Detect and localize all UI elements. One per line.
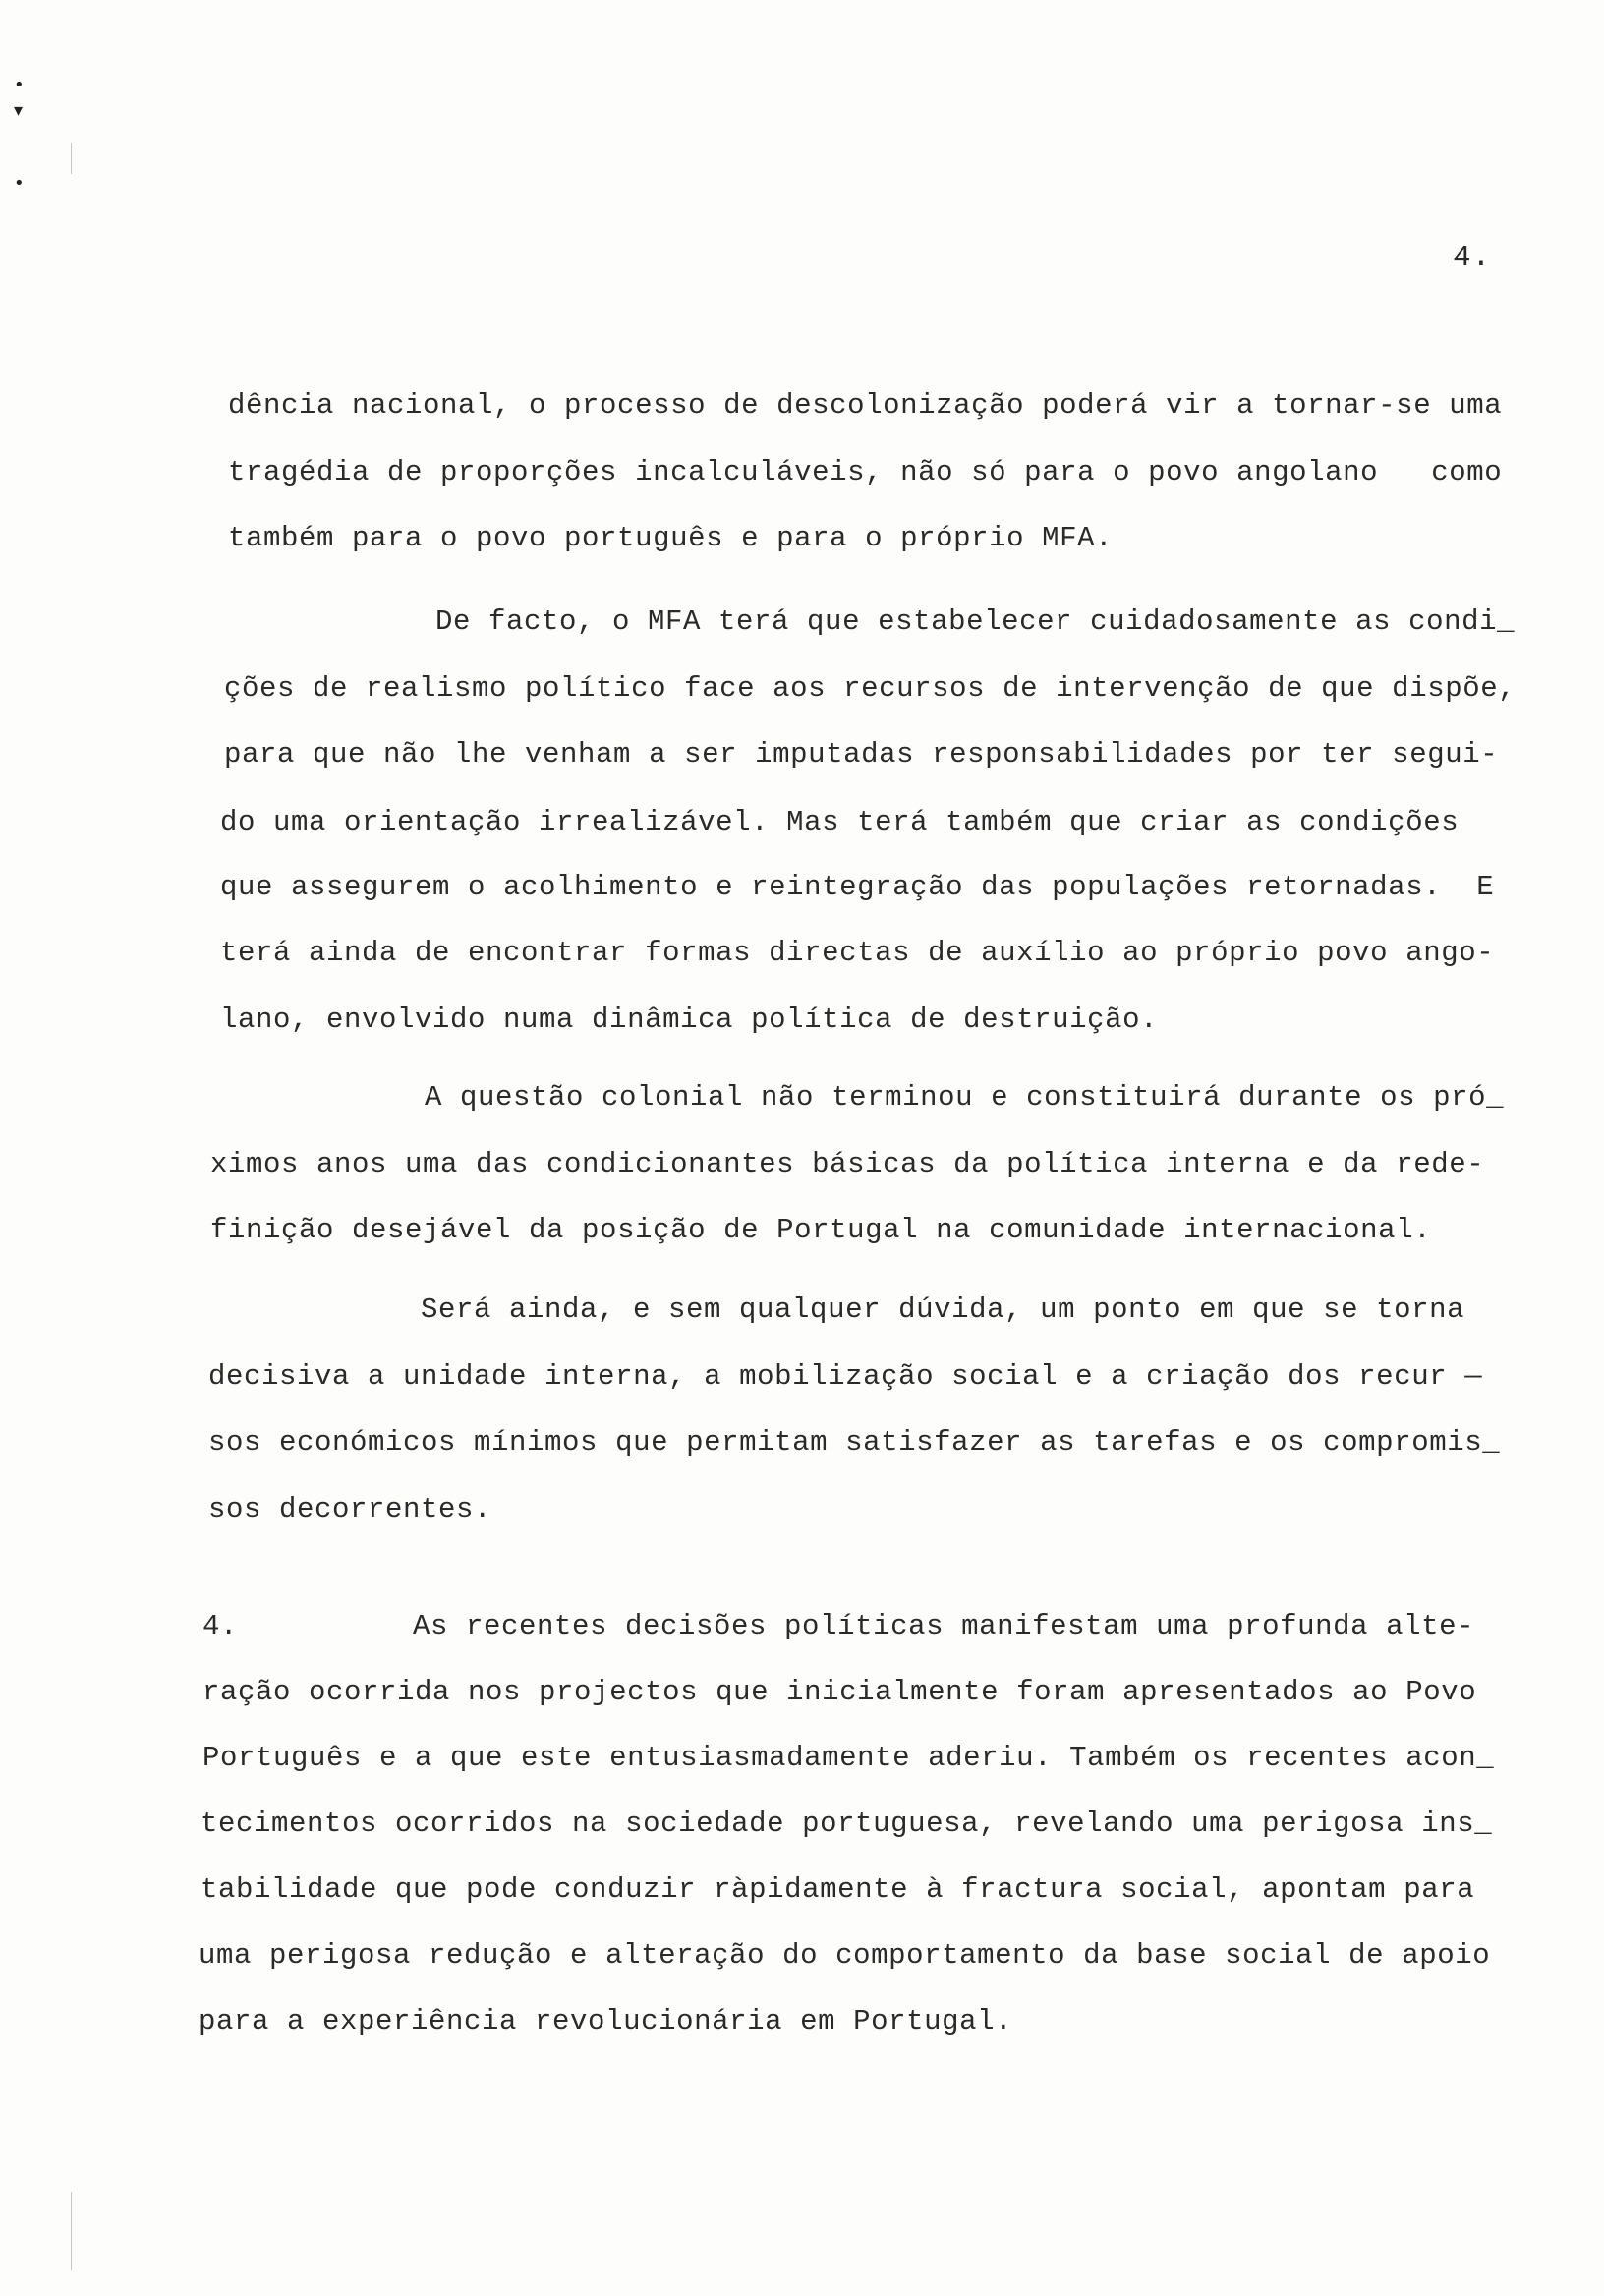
scan-mark: • [14, 75, 25, 95]
text-line: ração ocorrida nos projectos que inicialmente foram apresentados ao Povo [202, 1676, 1477, 1708]
text-line: para a experiência revolucionária em Portugal. [199, 2005, 1013, 2038]
text-line: Será ainda, e sem qualquer dúvida, um ponto em que se torna [421, 1293, 1465, 1326]
text-line: ções de realismo político face aos recursos de intervenção de que dispõe, [224, 672, 1517, 705]
text-line: dência nacional, o processo de descolonização poderá vir a tornar-se uma [228, 389, 1503, 422]
text-line: A questão colonial não terminou e constituirá durante os pró_ [425, 1081, 1505, 1114]
text-line: para que não lhe venham a ser imputadas responsabilidades por ter segui- [224, 738, 1499, 771]
text-line: decisiva a unidade interna, a mobilização social e a criação dos recur — [208, 1360, 1483, 1393]
section-number: 4. [202, 1610, 239, 1642]
page-number: 4. [1453, 241, 1492, 275]
scan-edge-line [71, 143, 72, 174]
text-line: uma perigosa redução e alteração do comportamento da base social de apoio [199, 1939, 1491, 1972]
text-line: finição desejável da posição de Portugal na comunidade internacional. [210, 1214, 1432, 1246]
text-line: sos económicos mínimos que permitam satisfazer as tarefas e os compromis_ [208, 1426, 1501, 1459]
text-line: tecimentos ocorridos na sociedade portuguesa, revelando uma perigosa ins_ [200, 1808, 1493, 1840]
scan-mark: • [14, 173, 25, 194]
text-line: As recentes decisões políticas manifestam uma profunda alte- [413, 1610, 1475, 1642]
text-line: que assegurem o acolhimento e reintegração das populações retornadas. E [220, 871, 1495, 903]
scan-edge-line [71, 2192, 72, 2270]
text-line: do uma orientação irrealizável. Mas terá também que criar as condições [220, 806, 1460, 838]
text-line: também para o povo português e para o próprio MFA. [228, 522, 1114, 554]
text-line: sos decorrentes. [208, 1493, 492, 1525]
text-line: Português e a que este entusiasmadamente aderiu. Também os recentes acon_ [202, 1742, 1495, 1774]
text-line: ximos anos uma das condicionantes básicas da política interna e da rede- [210, 1148, 1485, 1180]
text-line: lano, envolvido numa dinâmica política de destruição. [220, 1004, 1159, 1036]
text-line: De facto, o MFA terá que estabelecer cuidadosamente as condi_ [435, 605, 1516, 638]
text-line: tragédia de proporções incalculáveis, não só para o povo angolano como [228, 456, 1503, 488]
scan-mark: ▾ [14, 100, 24, 121]
text-line: terá ainda de encontrar formas directas de auxílio ao próprio povo ango- [220, 937, 1495, 969]
text-line: tabilidade que pode conduzir ràpidamente à fractura social, apontam para [200, 1873, 1475, 1906]
